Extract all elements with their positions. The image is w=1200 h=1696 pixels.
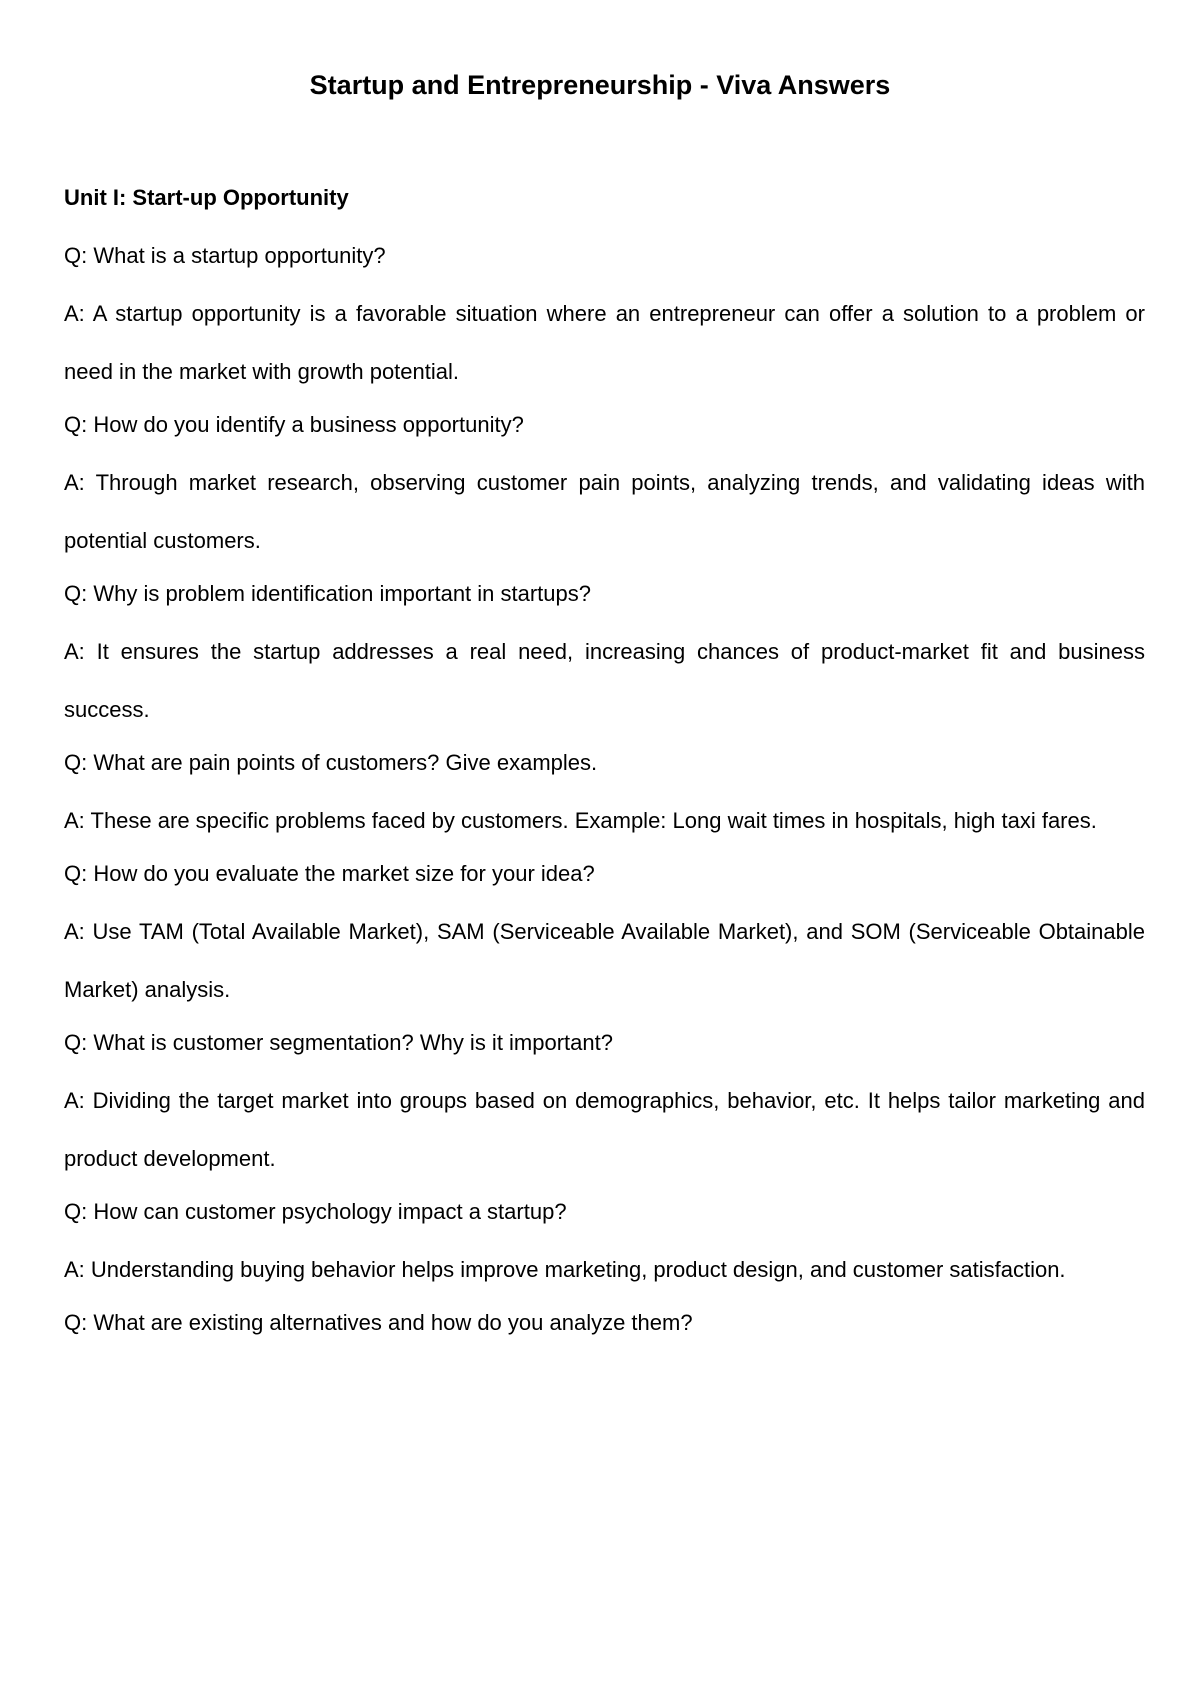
answer-6: A: Dividing the target market into groups based on demographics, behavior, etc. It helps tailor marketing and product development. bbox=[64, 1088, 1145, 1171]
question-6: Q: What is customer segmentation? Why is it important? bbox=[64, 1030, 613, 1055]
question-4: Q: What are pain points of customers? Give examples. bbox=[64, 750, 598, 775]
document-title: Startup and Entrepreneurship - Viva Answers bbox=[309, 70, 891, 100]
answer-7: A: Understanding buying behavior helps improve marketing, product design, and customer satisfaction. bbox=[64, 1257, 1066, 1282]
question-8: Q: What are existing alternatives and how do you analyze them? bbox=[64, 1310, 693, 1335]
answer-4: A: These are specific problems faced by customers. Example: Long wait times in hospitals, high taxi fares. bbox=[64, 808, 1097, 833]
answer-3: A: It ensures the startup addresses a real need, increasing chances of product-market fit and business success. bbox=[64, 639, 1145, 722]
qa-list bbox=[64, 242, 1145, 1367]
answer-1: A: A startup opportunity is a favorable situation where an entrepreneur can offer a solution to a problem or need in the market with growth potential. bbox=[64, 301, 1145, 384]
question-7: Q: How can customer psychology impact a startup? bbox=[64, 1199, 567, 1224]
question-3: Q: Why is problem identification important in startups? bbox=[64, 581, 592, 606]
unit-heading: Unit I: Start-up Opportunity bbox=[64, 185, 349, 210]
question-2: Q: How do you identify a business opportunity? bbox=[64, 412, 524, 437]
question-5: Q: How do you evaluate the market size for your idea? bbox=[64, 861, 595, 886]
answer-5: A: Use TAM (Total Available Market), SAM (Serviceable Available Market), and SOM (Serviceable Obtainable Market) analysis. bbox=[64, 919, 1145, 1002]
question-1: Q: What is a startup opportunity? bbox=[64, 243, 386, 268]
answer-2: A: Through market research, observing customer pain points, analyzing trends, and validating ideas with potential customers. bbox=[64, 470, 1145, 553]
